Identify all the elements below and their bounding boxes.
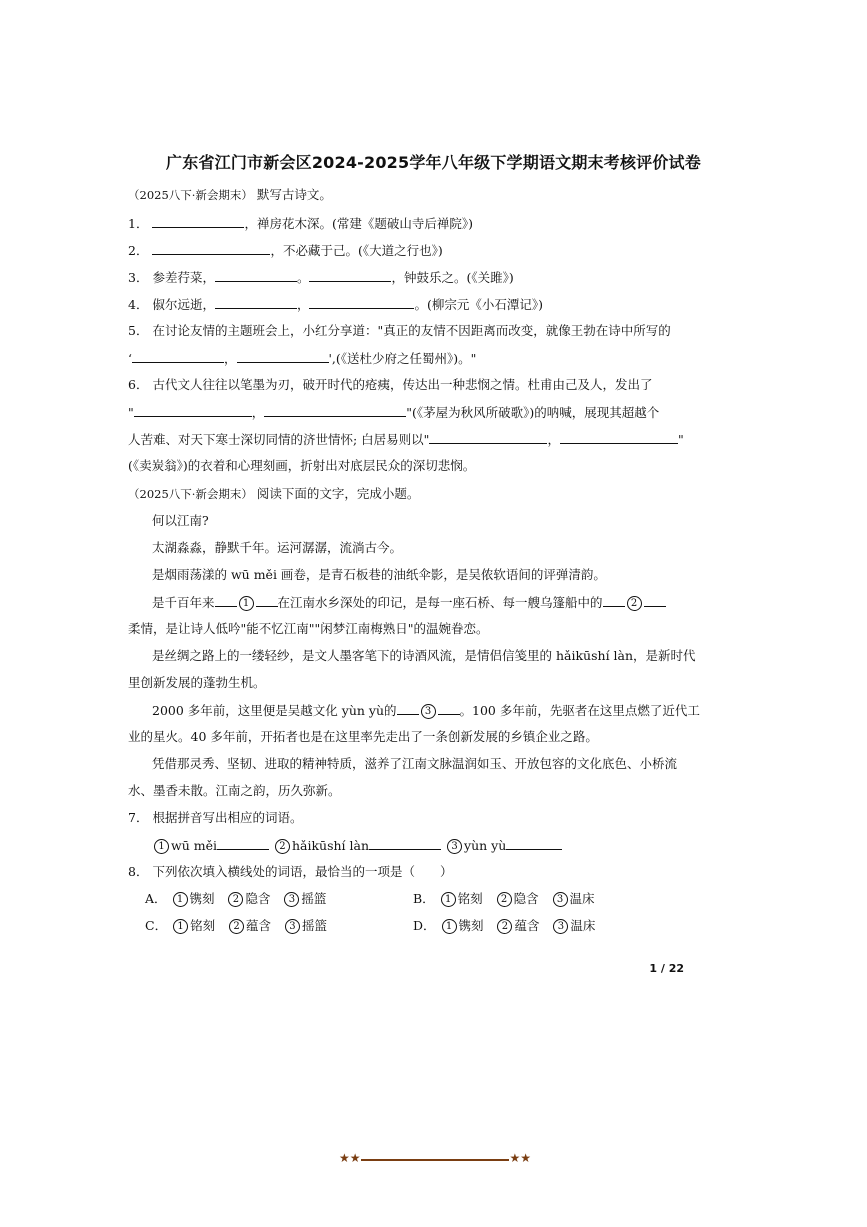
passage-paragraph: 是烟雨荡漾的 wū měi 画卷，是青石板巷的油纸伞影，是吴侬软语间的评弹清韵。 — [152, 567, 606, 582]
circle-number-3: 3 — [421, 704, 436, 719]
answer-blank[interactable] — [215, 268, 297, 282]
circle-number-2: 2 — [228, 892, 243, 907]
exam-title: 广东省江门市新会区2024-2025学年八年级下学期语文期末考核评价试卷 — [166, 153, 701, 172]
question-number: 5． — [128, 323, 149, 338]
question-7-items — [152, 836, 772, 855]
circle-number-1: 1 — [154, 839, 169, 854]
circle-number-1: 1 — [239, 596, 254, 611]
option-word: 隐含 — [513, 891, 539, 906]
option-word: 蕴含 — [246, 918, 272, 933]
question-text: ， — [296, 297, 310, 312]
answer-blank[interactable] — [132, 349, 224, 363]
option-a[interactable] — [145, 890, 326, 908]
circle-number-2: 2 — [497, 892, 512, 907]
quote-mark: ‘ — [128, 351, 132, 366]
star-icon: ★★ — [509, 1151, 531, 1165]
passage-paragraph: 凭借那灵秀、坚韧、进取的精神特质，滋养了江南文脉温润如玉、开放包容的文化底色、小桥流 — [152, 756, 678, 771]
question-4 — [128, 295, 748, 314]
answer-blank[interactable] — [215, 593, 237, 607]
question-6-line2 — [128, 403, 748, 422]
circle-number-1: 1 — [173, 919, 188, 934]
answer-blank[interactable] — [309, 295, 414, 309]
passage-paragraph: 是丝绸之路上的一缕轻纱，是文人墨客笔下的诗酒风流，是情侣信笺里的 hǎikūshí làn，是新时代 — [152, 648, 696, 663]
option-label: B． — [413, 891, 435, 906]
option-word: 摇篮 — [301, 918, 327, 933]
answer-blank[interactable] — [264, 403, 406, 417]
question-text: 。(柳宗元《小石潭记》) — [414, 297, 543, 312]
question-text: 在讨论友情的主题班会上，小红分享道："真正的友情不因距离而改变，就像王勃在诗中所写的 — [152, 323, 671, 338]
circle-number-3: 3 — [553, 892, 568, 907]
circle-number-1: 1 — [442, 919, 457, 934]
option-c[interactable] — [145, 917, 327, 935]
question-number: 3． — [128, 270, 149, 285]
question-text: 根据拼音写出相应的词语。 — [152, 810, 303, 825]
question-text: "(《茅屋为秋风所破歌》)的呐喊，展现其超越个 — [406, 405, 660, 420]
passage-paragraph — [152, 701, 772, 720]
option-label: A． — [145, 891, 167, 906]
pinyin-text: yùn yù — [464, 838, 507, 853]
answer-blank[interactable] — [152, 214, 244, 228]
option-word: 温床 — [569, 891, 595, 906]
circle-number-2: 2 — [275, 839, 290, 854]
question-number: 1． — [128, 216, 149, 231]
answer-blank[interactable] — [397, 701, 419, 715]
question-text: 人苦难、对天下寒士深切同情的济世情怀; 白居易则以" — [128, 432, 430, 447]
option-label: C． — [145, 918, 168, 933]
question-text: (《卖炭翁》)的衣着和心理刻画，折射出对底层民众的深切悲悯。 — [128, 458, 476, 473]
question-5 — [128, 322, 748, 340]
question-number: 7． — [128, 810, 149, 825]
question-6 — [128, 376, 748, 394]
pinyin-text: wū měi — [171, 838, 217, 853]
passage-text: 。100 多年前，先驱者在这里点燃了近代工 — [459, 703, 700, 718]
question-text: ， — [223, 351, 237, 366]
circle-number-2: 2 — [497, 919, 512, 934]
question-text: 参差荇菜， — [152, 270, 215, 285]
option-word: 温床 — [570, 918, 596, 933]
circle-number-3: 3 — [447, 839, 462, 854]
circle-number-2: 2 — [627, 596, 642, 611]
question-number: 6． — [128, 377, 149, 392]
source-tag: （2025八下·新会期末） — [128, 487, 253, 501]
circle-number-1: 1 — [441, 892, 456, 907]
answer-blank[interactable] — [429, 430, 547, 444]
page-number: 1 / 22 — [649, 962, 684, 975]
star-icon: ★★ — [339, 1151, 361, 1165]
reading-intro — [128, 485, 748, 503]
question-3 — [128, 268, 748, 287]
question-text: ， — [251, 405, 265, 420]
option-label: D． — [413, 918, 436, 933]
option-word: 镌刻 — [189, 891, 215, 906]
source-tag: （2025八下·新会期末） — [128, 188, 253, 202]
intro-text: 阅读下面的文字，完成小题。 — [256, 486, 420, 501]
answer-blank[interactable] — [369, 836, 441, 850]
passage-heading: 何以江南? — [152, 513, 209, 528]
circle-number-2: 2 — [229, 919, 244, 934]
question-7 — [128, 809, 748, 827]
answer-blank[interactable] — [237, 349, 329, 363]
question-text: 。 — [296, 270, 310, 285]
quote-mark: " — [128, 405, 134, 420]
passage-text: 在江南水乡深处的印记，是每一座石桥、每一艘乌篷船中的 — [277, 595, 603, 610]
passage-paragraph — [152, 593, 772, 612]
answer-blank[interactable] — [309, 268, 391, 282]
answer-blank[interactable] — [134, 403, 252, 417]
answer-blank[interactable] — [560, 430, 678, 444]
passage-text: 是千百年来 — [152, 595, 215, 610]
passage-paragraph-cont: 里创新发展的蓬勃生机。 — [128, 675, 266, 690]
question-number: 8． — [128, 864, 149, 879]
question-text: ，钟鼓乐之。(《关雎》) — [391, 270, 514, 285]
question-number: 2． — [128, 243, 149, 258]
answer-blank[interactable] — [152, 241, 270, 255]
option-word: 铭刻 — [457, 891, 483, 906]
option-word: 摇篮 — [301, 891, 327, 906]
question-number: 4． — [128, 297, 149, 312]
question-1 — [128, 214, 748, 233]
question-6-line4 — [128, 457, 748, 475]
circle-number-3: 3 — [284, 892, 299, 907]
passage-text: 2000 多年前，这里便是吴越文化 yùn yù的 — [152, 703, 397, 718]
question-text: ，禅房花木深。(常建《题破山寺后禅院》) — [244, 216, 473, 231]
quote-mark: " — [677, 432, 684, 447]
question-text: 古代文人往往以笔墨为刃，破开时代的疮痍，传达出一种悲悯之情。杜甫由己及人，发出了 — [152, 377, 653, 392]
option-word: 隐含 — [245, 891, 271, 906]
passage-paragraph-cont: 柔情，是让诗人低吟"能不忆江南""闲梦江南梅熟日"的温婉眷恋。 — [128, 621, 489, 636]
intro-text: 默写古诗文。 — [256, 187, 332, 202]
answer-blank[interactable] — [217, 836, 269, 850]
pinyin-text: hǎikūshí làn — [291, 838, 370, 853]
question-intro — [128, 186, 748, 204]
option-word: 铭刻 — [190, 918, 216, 933]
question-text: 下列依次填入横线处的词语，最恰当的一项是（ ） — [152, 864, 453, 879]
passage-paragraph: 太湖淼淼，静默千年。运河潺潺，流淌古今。 — [152, 540, 403, 555]
option-word: 蕴含 — [514, 918, 540, 933]
question-5-line2 — [128, 349, 748, 368]
question-8 — [128, 863, 748, 881]
question-text: ',(《送杜少府之任蜀州》)。" — [328, 351, 477, 366]
question-text: ， — [547, 432, 560, 447]
answer-blank[interactable] — [256, 593, 278, 607]
circle-number-3: 3 — [285, 919, 300, 934]
question-text: 俶尔远逝， — [152, 297, 215, 312]
question-2 — [128, 241, 748, 260]
answer-blank[interactable] — [215, 295, 297, 309]
answer-blank[interactable] — [644, 593, 666, 607]
answer-blank[interactable] — [506, 836, 562, 850]
circle-number-1: 1 — [173, 892, 188, 907]
question-text: ，不必藏于己。(《大道之行也》) — [270, 243, 443, 258]
option-d[interactable] — [413, 917, 595, 935]
passage-paragraph-cont: 业的星火。40 多年前，开拓者也是在这里率先走出了一条创新发展的乡镇企业之路。 — [128, 729, 598, 744]
footer-ornament — [339, 1153, 531, 1167]
circle-number-3: 3 — [553, 919, 568, 934]
answer-blank[interactable] — [603, 593, 625, 607]
passage-paragraph-cont: 水、墨香未散。江南之韵，历久弥新。 — [128, 783, 341, 798]
answer-blank[interactable] — [438, 701, 460, 715]
option-word: 镌刻 — [458, 918, 484, 933]
option-b[interactable] — [413, 890, 595, 908]
footer-rule — [361, 1159, 509, 1161]
question-6-line3 — [128, 430, 748, 449]
